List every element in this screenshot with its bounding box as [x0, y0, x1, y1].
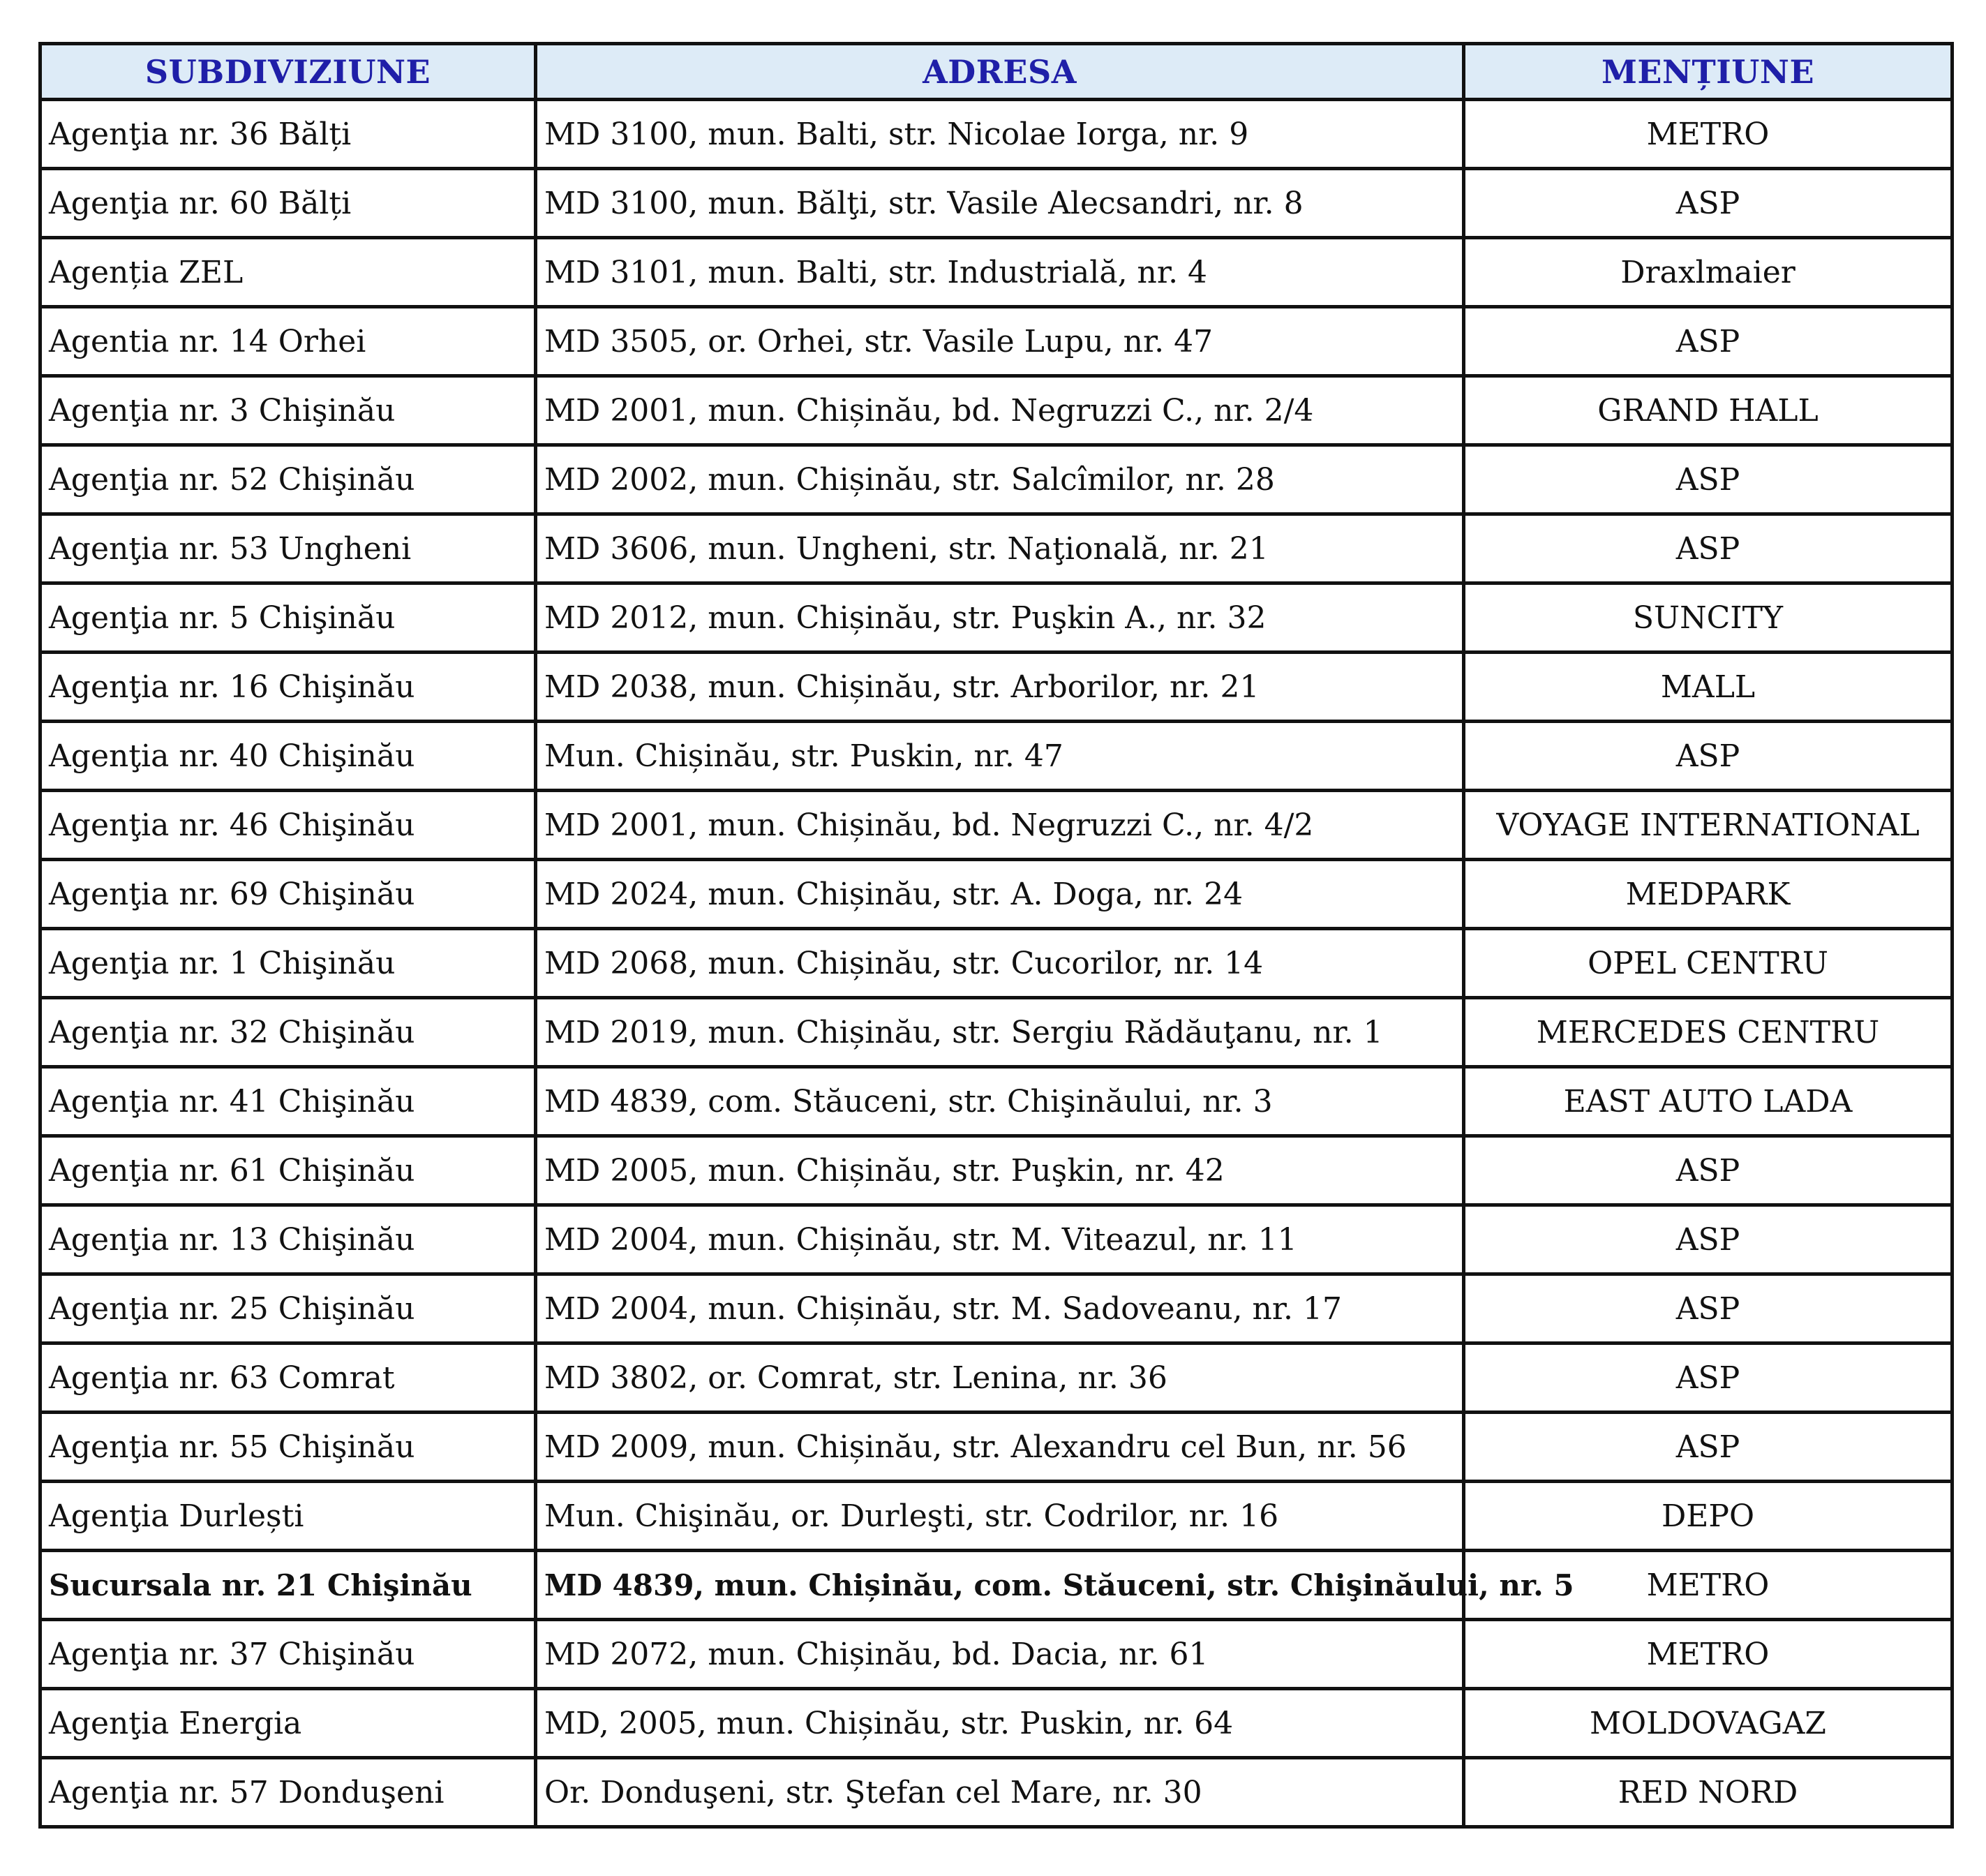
- subdiviziune-cell: Sucursala nr. 21 Chişinău: [40, 1551, 536, 1620]
- mentiune-cell: OPEL CENTRU: [1464, 929, 1953, 998]
- adresa-cell: Or. Donduşeni, str. Ştefan cel Mare, nr. 30: [536, 1758, 1464, 1827]
- mentiune-cell: ASP: [1464, 1413, 1953, 1482]
- subdiviziune-cell: Agenţia nr. 36 Bălți: [40, 100, 536, 169]
- subdiviziune-cell: Agenţia nr. 55 Chişinău: [40, 1413, 536, 1482]
- header-adresa: ADRESA: [536, 44, 1464, 100]
- table-row: [40, 1482, 1953, 1551]
- table-row: [40, 929, 1953, 998]
- adresa-cell: MD 4839, com. Stăuceni, str. Chişinăului, nr. 3: [536, 1067, 1464, 1136]
- adresa-cell: MD 2068, mun. Chișinău, str. Cucorilor, nr. 14: [536, 929, 1464, 998]
- adresa-cell: MD 2005, mun. Chișinău, str. Puşkin, nr. 42: [536, 1136, 1464, 1205]
- subdiviziune-cell: Agentia nr. 14 Orhei: [40, 307, 536, 376]
- subdiviziune-cell: Agenţia nr. 60 Bălți: [40, 169, 536, 238]
- adresa-cell: MD 3505, or. Orhei, str. Vasile Lupu, nr. 47: [536, 307, 1464, 376]
- subdiviziune-cell: Agenţia nr. 13 Chişinău: [40, 1205, 536, 1274]
- adresa-cell: MD 4839, mun. Chișinău, com. Stăuceni, str. Chişinăului, nr. 5: [536, 1551, 1464, 1620]
- mentiune-cell: ASP: [1464, 307, 1953, 376]
- subdiviziune-cell: Agenţia nr. 40 Chişinău: [40, 722, 536, 791]
- subdiviziune-cell: Agenţia nr. 46 Chişinău: [40, 791, 536, 860]
- table-row: [40, 1136, 1953, 1205]
- subdiviziune-cell: Agenţia nr. 41 Chişinău: [40, 1067, 536, 1136]
- branch-table-container: [38, 42, 1950, 1829]
- table-row: [40, 1620, 1953, 1689]
- mentiune-cell: VOYAGE INTERNATIONAL: [1464, 791, 1953, 860]
- mentiune-cell: MOLDOVAGAZ: [1464, 1689, 1953, 1758]
- mentiune-cell: ASP: [1464, 169, 1953, 238]
- table-row: [40, 376, 1953, 445]
- table-row: [40, 1758, 1953, 1827]
- mentiune-cell: EAST AUTO LADA: [1464, 1067, 1953, 1136]
- table-row: [40, 169, 1953, 238]
- adresa-cell: MD 2004, mun. Chișinău, str. M. Viteazul, nr. 11: [536, 1205, 1464, 1274]
- table-row: [40, 791, 1953, 860]
- adresa-cell: MD 2001, mun. Chișinău, bd. Negruzzi C., nr. 4/2: [536, 791, 1464, 860]
- subdiviziune-cell: Agenţia nr. 53 Ungheni: [40, 514, 536, 583]
- table-row: [40, 238, 1953, 307]
- adresa-cell: MD 3100, mun. Bălţi, str. Vasile Alecsandri, nr. 8: [536, 169, 1464, 238]
- mentiune-cell: METRO: [1464, 1620, 1953, 1689]
- adresa-cell: MD 3606, mun. Ungheni, str. Naţională, nr. 21: [536, 514, 1464, 583]
- subdiviziune-cell: Agenţia nr. 61 Chişinău: [40, 1136, 536, 1205]
- mentiune-cell: METRO: [1464, 1551, 1953, 1620]
- subdiviziune-cell: Agenţia nr. 69 Chişinău: [40, 860, 536, 929]
- subdiviziune-cell: Agenția ZEL: [40, 238, 536, 307]
- table-row: [40, 514, 1953, 583]
- subdiviziune-cell: Agenţia nr. 37 Chişinău: [40, 1620, 536, 1689]
- table-row: [40, 1689, 1953, 1758]
- adresa-cell: MD 2072, mun. Chișinău, bd. Dacia, nr. 61: [536, 1620, 1464, 1689]
- mentiune-cell: MERCEDES CENTRU: [1464, 998, 1953, 1067]
- mentiune-cell: ASP: [1464, 514, 1953, 583]
- adresa-cell: MD 2002, mun. Chișinău, str. Salcîmilor, nr. 28: [536, 445, 1464, 514]
- adresa-cell: MD, 2005, mun. Chișinău, str. Puskin, nr. 64: [536, 1689, 1464, 1758]
- mentiune-cell: ASP: [1464, 1205, 1953, 1274]
- table-row: [40, 653, 1953, 722]
- subdiviziune-cell: Agenţia Energia: [40, 1689, 536, 1758]
- adresa-cell: MD 2009, mun. Chișinău, str. Alexandru cel Bun, nr. 56: [536, 1413, 1464, 1482]
- adresa-cell: Mun. Chişinău, or. Durleşti, str. Codrilor, nr. 16: [536, 1482, 1464, 1551]
- mentiune-cell: Draxlmaier: [1464, 238, 1953, 307]
- subdiviziune-cell: Agenţia nr. 3 Chişinău: [40, 376, 536, 445]
- adresa-cell: MD 2019, mun. Chișinău, str. Sergiu Rădăuţanu, nr. 1: [536, 998, 1464, 1067]
- adresa-cell: MD 3100, mun. Balti, str. Nicolae Iorga, nr. 9: [536, 100, 1464, 169]
- subdiviziune-cell: Agenţia nr. 16 Chişinău: [40, 653, 536, 722]
- subdiviziune-cell: Agenţia nr. 57 Donduşeni: [40, 1758, 536, 1827]
- table-row: [40, 100, 1953, 169]
- mentiune-cell: MEDPARK: [1464, 860, 1953, 929]
- adresa-cell: MD 3101, mun. Balti, str. Industrială, nr. 4: [536, 238, 1464, 307]
- table-row: [40, 1274, 1953, 1343]
- mentiune-cell: MALL: [1464, 653, 1953, 722]
- adresa-cell: MD 2004, mun. Chișinău, str. M. Sadoveanu, nr. 17: [536, 1274, 1464, 1343]
- mentiune-cell: METRO: [1464, 100, 1953, 169]
- mentiune-cell: ASP: [1464, 1136, 1953, 1205]
- table-row: [40, 1343, 1953, 1413]
- adresa-cell: Mun. Chișinău, str. Puskin, nr. 47: [536, 722, 1464, 791]
- subdiviziune-cell: Agenţia nr. 52 Chişinău: [40, 445, 536, 514]
- subdiviziune-cell: Agenţia nr. 1 Chişinău: [40, 929, 536, 998]
- mentiune-cell: ASP: [1464, 1274, 1953, 1343]
- subdiviziune-cell: Agenţia nr. 32 Chişinău: [40, 998, 536, 1067]
- adresa-cell: MD 2001, mun. Chișinău, bd. Negruzzi C., nr. 2/4: [536, 376, 1464, 445]
- mentiune-cell: DEPO: [1464, 1482, 1953, 1551]
- branch-table: [38, 42, 1954, 1829]
- table-row: [40, 722, 1953, 791]
- table-row: [40, 1205, 1953, 1274]
- header-mentiune: MENȚIUNE: [1464, 44, 1953, 100]
- mentiune-cell: ASP: [1464, 1343, 1953, 1413]
- subdiviziune-cell: Agenţia nr. 25 Chişinău: [40, 1274, 536, 1343]
- table-row: [40, 307, 1953, 376]
- subdiviziune-cell: Agenţia nr. 63 Comrat: [40, 1343, 536, 1413]
- subdiviziune-cell: Agenţia Durlești: [40, 1482, 536, 1551]
- table-row: [40, 1413, 1953, 1482]
- mentiune-cell: GRAND HALL: [1464, 376, 1953, 445]
- adresa-cell: MD 2038, mun. Chișinău, str. Arborilor, nr. 21: [536, 653, 1464, 722]
- mentiune-cell: RED NORD: [1464, 1758, 1953, 1827]
- header-subdiviziune: SUBDIVIZIUNE: [40, 44, 536, 100]
- mentiune-cell: ASP: [1464, 722, 1953, 791]
- adresa-cell: MD 2024, mun. Chișinău, str. A. Doga, nr. 24: [536, 860, 1464, 929]
- table-row: [40, 998, 1953, 1067]
- table-body: [40, 100, 1953, 1827]
- table-row: [40, 860, 1953, 929]
- adresa-cell: MD 3802, or. Comrat, str. Lenina, nr. 36: [536, 1343, 1464, 1413]
- subdiviziune-cell: Agenţia nr. 5 Chişinău: [40, 583, 536, 653]
- table-row: [40, 1551, 1953, 1620]
- table-row: [40, 1067, 1953, 1136]
- mentiune-cell: SUNCITY: [1464, 583, 1953, 653]
- table-row: [40, 445, 1953, 514]
- table-header-row: [40, 44, 1953, 100]
- table-row: [40, 583, 1953, 653]
- adresa-cell: MD 2012, mun. Chișinău, str. Puşkin A., nr. 32: [536, 583, 1464, 653]
- mentiune-cell: ASP: [1464, 445, 1953, 514]
